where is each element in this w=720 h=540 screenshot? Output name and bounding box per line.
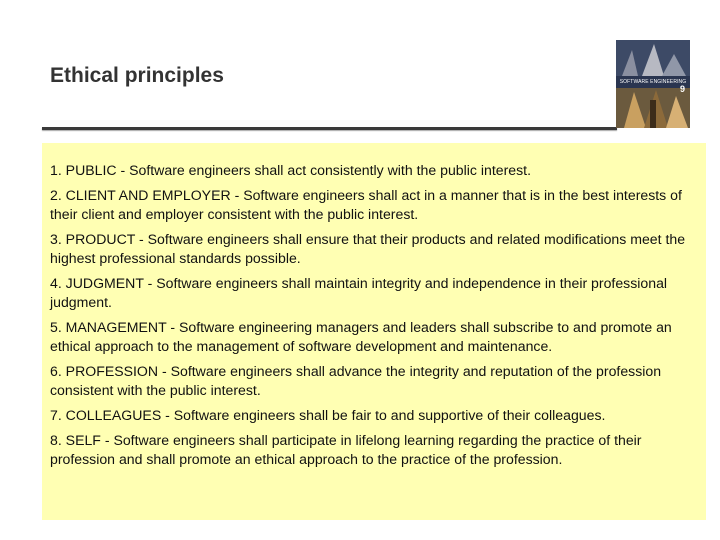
principle-profession: 6. PROFESSION - Software engineers shall advance the integrity and reputation of the profession consistent with the public interest. bbox=[50, 363, 662, 398]
principles-list bbox=[42, 143, 706, 469]
principle-judgment: 4. JUDGMENT - Software engineers shall maintain integrity and independence in their professional judgment. bbox=[50, 275, 668, 310]
principle-client-employer: 2. CLIENT AND EMPLOYER - Software engineers shall act in a manner that is in the best interests of their client and employer consistent with the public interest. bbox=[50, 187, 682, 222]
book-cover-image bbox=[616, 40, 690, 128]
principle-management: 5. MANAGEMENT - Software engineering managers and leaders shall subscribe to and promote an ethical approach to the management of software development and maintenance. bbox=[50, 319, 672, 354]
title-divider bbox=[42, 127, 617, 130]
slide-title: Ethical principles bbox=[50, 64, 224, 87]
book-edition: 9 bbox=[680, 84, 686, 94]
principle-colleagues: 7. COLLEAGUES - Software engineers shall be fair to and supportive of their colleagues. bbox=[50, 407, 606, 423]
principle-product: 3. PRODUCT - Software engineers shall ensure that their products and related modifications meet the highest professional standards possible. bbox=[50, 231, 686, 266]
principle-self: 8. SELF - Software engineers shall participate in lifelong learning regarding the practice of their profession and shall promote an ethical approach to the practice of the profession. bbox=[50, 432, 642, 467]
book-caption: SOFTWARE ENGINEERING bbox=[619, 79, 687, 85]
principles-box bbox=[42, 143, 706, 520]
principle-public: 1. PUBLIC - Software engineers shall act consistently with the public interest. bbox=[50, 162, 531, 178]
